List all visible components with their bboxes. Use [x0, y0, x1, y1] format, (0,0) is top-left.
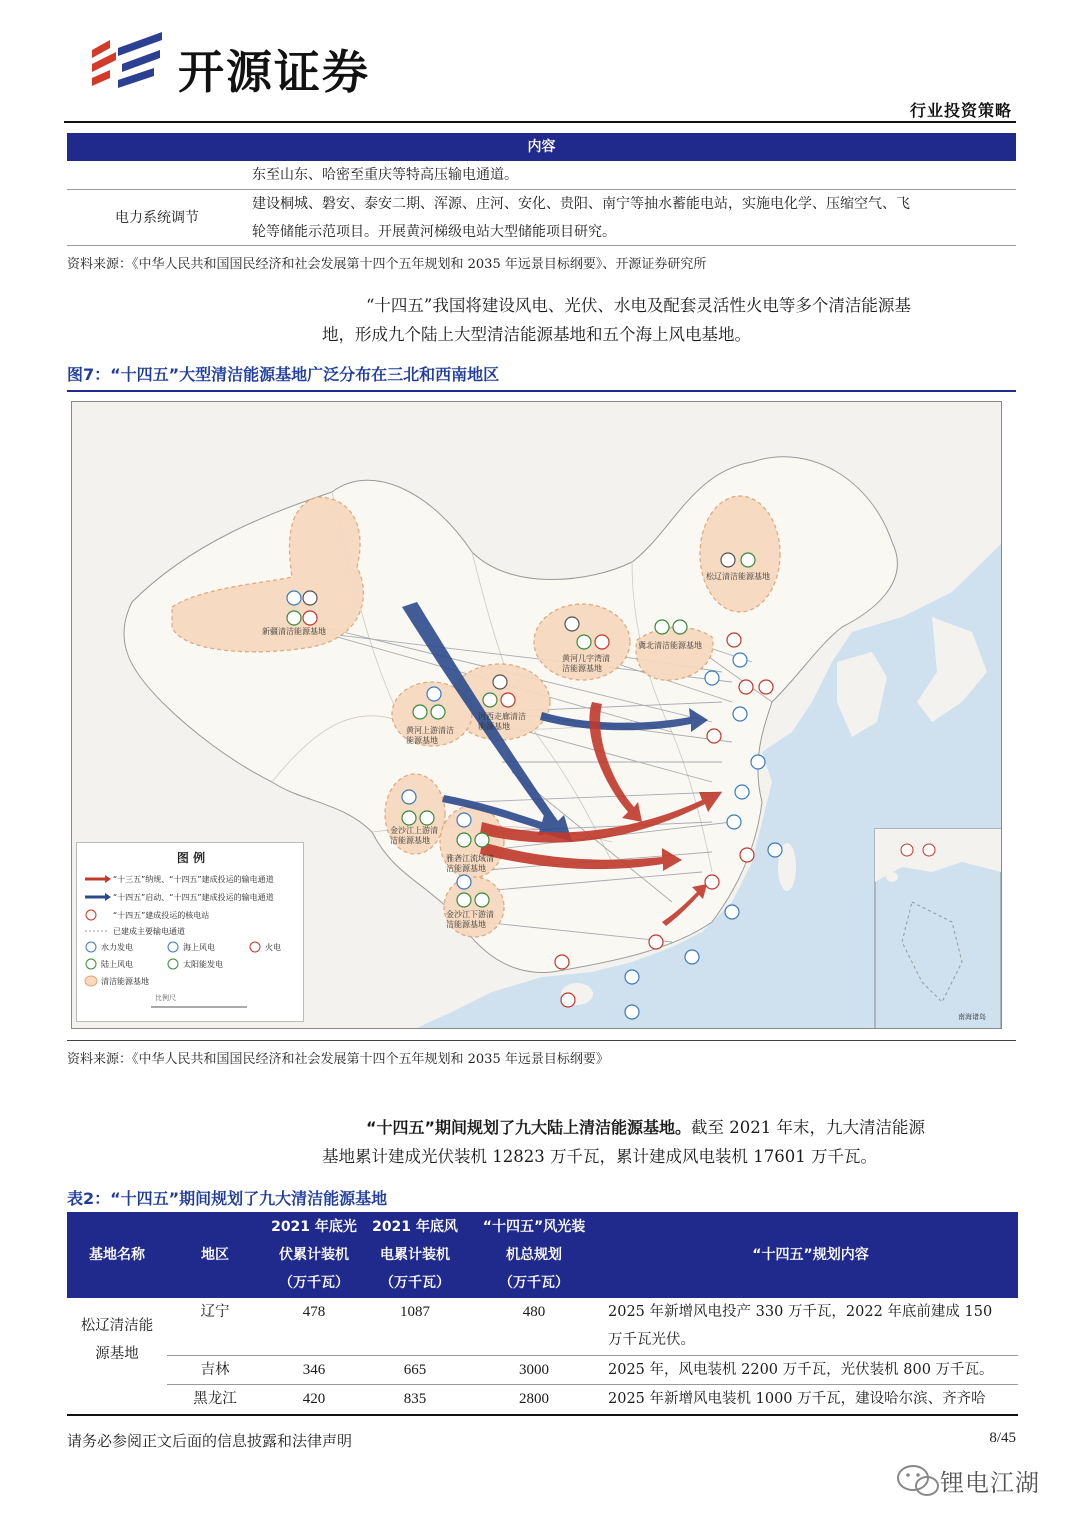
row-content: 东至山东、哈密至重庆等特高压输电通道。	[252, 167, 518, 183]
paragraph-line	[322, 1113, 1014, 1142]
legend-item: 水力发电	[101, 943, 133, 952]
body-paragraph	[322, 291, 1014, 349]
wind-cell: 1087	[400, 1304, 430, 1320]
column-header: “十四五”风光装 机总规划 （万千瓦）	[482, 1219, 586, 1291]
table-header	[67, 1212, 1018, 1298]
figure-bottom-rule	[67, 1040, 1016, 1041]
energy-base-table	[67, 1212, 1018, 1498]
paragraph-line: “十四五”我国将建设风电、光伏、水电及配套灵活性火电等多个清洁能源基	[366, 296, 911, 315]
paragraph-line: 基地累计建成光伏装机 12823 万千瓦，累计建成风电装机 17601 万千瓦。	[322, 1147, 877, 1166]
row-content-line: 轮等储能示范项目。开展黄河梯级电站大型储能项目研究。	[252, 224, 616, 240]
plan-content-cell: 2025 年新增风电投产 330 万千瓦，2022 年底前建成 150 万千瓦光伏。	[608, 1304, 993, 1348]
paragraph-bold-lead: “十四五”期间规划了九大陆上清洁能源基地。	[366, 1118, 692, 1137]
paragraph-line: 地，形成九个陆上大型清洁能源基地和五个海上风电基地。	[322, 325, 751, 344]
south-china-sea-inset	[875, 829, 1001, 1029]
table-row	[67, 161, 1016, 190]
base-label: 河西走廊清洁能源基地	[478, 712, 526, 731]
base-label: 金沙江上游清洁能源基地	[390, 826, 438, 845]
legend-item: “十三五”纳规、“十四五”建成投运的输电通道	[113, 875, 274, 884]
legend-item: 清洁能源基地	[101, 977, 149, 986]
page-header	[0, 0, 1080, 125]
watermark-text: 锂电江湖	[940, 1469, 1040, 1497]
region-cell: 辽宁	[200, 1304, 230, 1320]
figure-title: 图7：“十四五”大型清洁能源基地广泛分布在三北和西南地区	[67, 365, 500, 384]
base-label: 金沙江下游清洁能源基地	[446, 910, 494, 929]
row-content	[252, 190, 1016, 246]
row-category: 电力系统调节	[115, 210, 199, 226]
legend-item: 已建成主要输电通道	[113, 927, 185, 936]
table-bottom-rule	[67, 1414, 1018, 1416]
column-header: 地区	[201, 1247, 229, 1263]
legend-title: 图 例	[176, 851, 206, 865]
column-header: 2021 年底风 电累计装机 （万千瓦）	[372, 1219, 458, 1291]
pv-cell: 346	[302, 1362, 326, 1378]
base-label: 黄河几字湾清洁能源基地	[562, 654, 610, 673]
table-row	[67, 190, 1016, 246]
wind-cell: 665	[403, 1362, 427, 1378]
base-label: 松辽清洁能源基地	[706, 572, 770, 581]
legend-item: 海上风电	[183, 943, 215, 952]
wind-cell: 835	[403, 1391, 427, 1407]
figure-title-rule	[67, 390, 1016, 392]
policy-table-header: 内容	[67, 133, 1016, 161]
base-label: 黄河上游清洁能源基地	[406, 726, 454, 745]
plan-cell: 2800	[519, 1391, 549, 1407]
region-cell: 黑龙江	[193, 1391, 237, 1407]
header-divider	[64, 121, 1016, 123]
legend-item: 火电	[265, 943, 281, 952]
company-logo-icon	[88, 30, 166, 98]
page-number: 8/45	[989, 1430, 1016, 1446]
company-name: 开源证券	[178, 45, 370, 99]
legend-item: 太阳能发电	[183, 960, 223, 969]
base-songliao-area	[700, 496, 780, 612]
pv-cell: 478	[302, 1304, 326, 1320]
policy-table	[67, 133, 1016, 246]
legend-item: “十四五”建成投运的核电站	[113, 911, 210, 920]
paragraph-text: 截至 2021 年末，九大清洁能源	[691, 1118, 926, 1137]
column-header: “十四五”规划内容	[752, 1247, 869, 1263]
base-label: 新疆清洁能源基地	[262, 627, 326, 636]
base-label: 冀北清洁能源基地	[638, 641, 702, 650]
plan-content-cell: 2025 年新增风电装机 1000 万千瓦，建设哈尔滨、齐齐哈	[608, 1391, 986, 1407]
region-cell: 吉林	[200, 1362, 230, 1378]
base-name-cell: 松辽清洁能 源基地	[80, 1318, 154, 1362]
plan-cell: 3000	[519, 1362, 549, 1378]
legend-item: 陆上风电	[101, 960, 133, 969]
column-header: 2021 年底光 伏累计装机 （万千瓦）	[271, 1219, 357, 1291]
disclaimer-text: 请务必参阅正文后面的信息披露和法律声明	[67, 1432, 353, 1450]
table-body	[67, 1298, 1018, 1498]
body-paragraph	[322, 1113, 1014, 1171]
report-type-label: 行业投资策略	[909, 101, 1012, 120]
plan-cell: 480	[522, 1304, 546, 1320]
table-title: 表2：“十四五”期间规划了九大清洁能源基地	[67, 1189, 388, 1208]
clean-energy-base-map	[71, 401, 1002, 1029]
pv-cell: 420	[302, 1391, 326, 1407]
table-source-note: 资料来源：《中华人民共和国国民经济和社会发展第十四个五年规划和 2035 年远景目标纲要》、开源证券研究所	[67, 257, 707, 272]
row-content-line: 建设桐城、磐安、泰安二期、浑源、庄河、安化、贵阳、南宁等抽水蓄能电站，实施电化学、压缩空气、飞	[252, 196, 910, 212]
base-label: 雅砻江流域清洁能源基地	[446, 854, 494, 873]
plan-content-cell: 2025 年，风电装机 2200 万千瓦，光伏装机 800 万千瓦。	[608, 1362, 994, 1378]
inset-label: 南海诸岛	[958, 1013, 986, 1021]
figure-source-note: 资料来源：《中华人民共和国国民经济和社会发展第十四个五年规划和 2035 年远景目标纲要》	[67, 1052, 609, 1067]
map-legend	[76, 842, 304, 1022]
legend-item: “十四五”启动、“十四五”建成投运的输电通道	[113, 893, 274, 902]
column-header: 基地名称	[89, 1247, 145, 1263]
legend-scale: 比例尺	[155, 994, 176, 1002]
